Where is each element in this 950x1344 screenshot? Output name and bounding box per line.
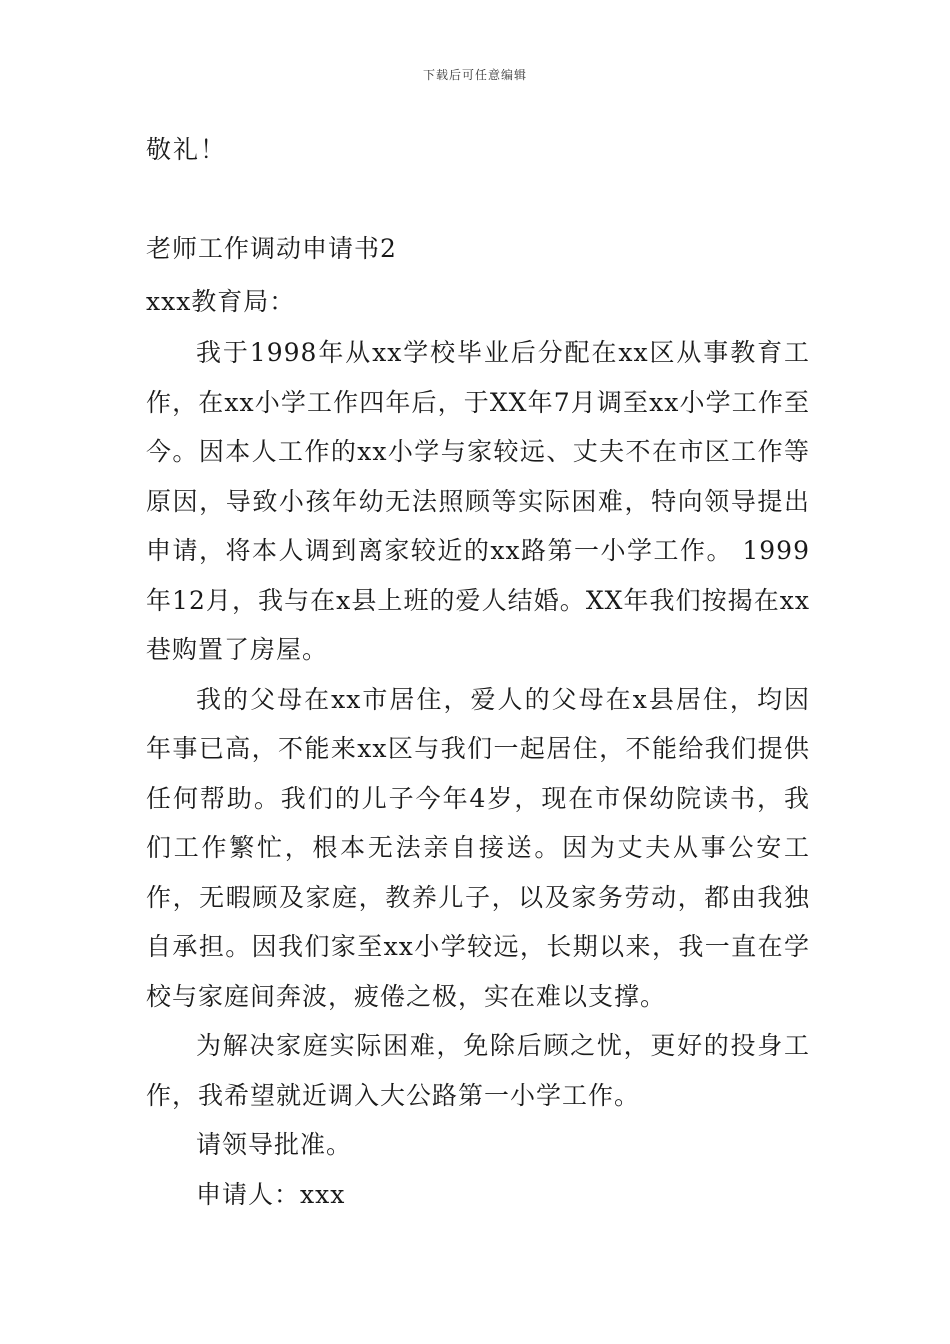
paragraph: 为解决家庭实际困难，免除后顾之忧，更好的投身工作，我希望就近调入大公路第一小学工作。 bbox=[146, 1031, 810, 1110]
paragraph: 我于1998年从xx学校毕业后分配在xx区从事教育工作，在xx小学工作四年后，于XX年7月调至xx小学工作至今。因本人工作的xx小学与家较远、丈夫不在市区工作等原因，导致小孩年幼无法照顾等实际困难，特向领导提出申请，将本人调到离家较近的xx路第一小学工作。 1999年12月，我与在x县上班的爱人结婚。XX年我们按揭在xx巷购置了房屋。 bbox=[146, 338, 810, 664]
closing-line: 敬礼！ bbox=[146, 135, 228, 164]
paragraph: 我的父母在xx市居住，爱人的父母在x县居住，均因年事已高，不能来xx区与我们一起居住，不能给我们提供任何帮助。我们的儿子今年4岁，现在市保幼院读书，我们工作繁忙，根本无法亲自接送。因为丈夫从事公安工作，无暇顾及家庭，教养儿子，以及家务劳动，都由我独自承担。因我们家至xx小学较远，长期以来，我一直在学校与家庭间奔波，疲倦之极，实在难以支撑。 bbox=[146, 684, 810, 1011]
header-note: 下载后可任意编辑 bbox=[422, 68, 527, 82]
paragraph: 请领导批准。 bbox=[196, 1130, 353, 1159]
signature-line: 申请人：xxx bbox=[196, 1179, 346, 1209]
salutation: xxx教育局： bbox=[146, 287, 296, 316]
document-body bbox=[146, 328, 810, 1219]
document-title: 老师工作调动申请书2 bbox=[146, 234, 397, 263]
